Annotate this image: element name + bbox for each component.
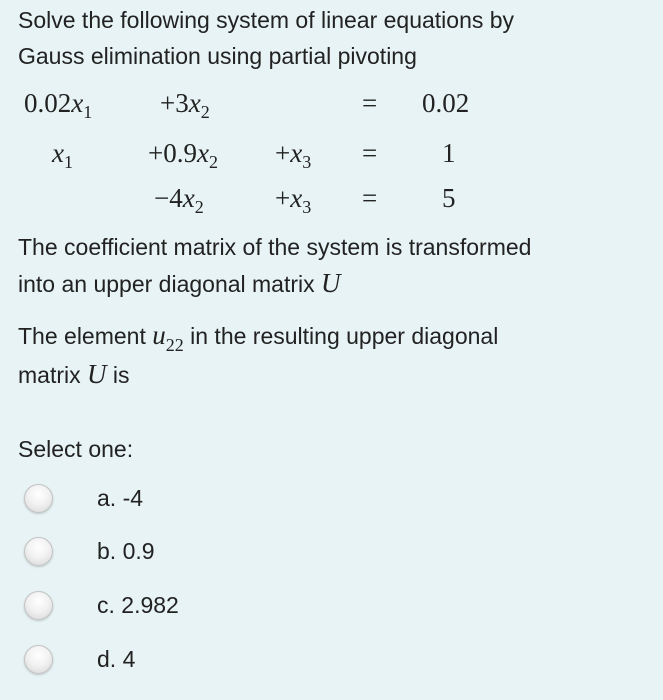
eq3-var2-sub: 2 (194, 197, 204, 217)
eq2-var1-sub: 1 (63, 152, 73, 172)
eq2-term2 (148, 138, 218, 172)
eq1-var1-sub: 1 (83, 102, 93, 122)
eq1-rhs: 0.02 (422, 88, 470, 118)
option-c-label[interactable]: c. 2.982 (97, 592, 179, 618)
eq2-term3 (275, 138, 312, 172)
eq2-term1 (52, 138, 73, 172)
eq2-var2-sub: 2 (208, 152, 218, 172)
eq1-coef1: 0.02 (24, 88, 72, 118)
eq1-term2 (160, 88, 210, 122)
eq1-coef2: +3 (160, 88, 189, 118)
eq2-var3: x (290, 138, 303, 168)
eq2-var3-sub: 3 (302, 152, 312, 172)
eq3-rhs: 5 (442, 183, 456, 213)
eq2-rhs: 1 (442, 138, 456, 168)
intro-line-2: Gauss elimination using partial pivoting (18, 43, 417, 69)
radio-button-d[interactable] (24, 645, 53, 674)
option-b-label[interactable]: b. 0.9 (97, 538, 155, 564)
eq3-var3: x (290, 183, 303, 213)
question-intro (18, 2, 648, 74)
para3-line-2-end: is (106, 362, 130, 388)
eq2-var1: x (52, 138, 64, 168)
para3-element-symbol: u (152, 320, 166, 350)
para3-suffix: in the resulting upper diagonal (183, 323, 499, 349)
eq3-coef2: −4 (154, 183, 183, 213)
para2-matrix-symbol: U (321, 268, 341, 298)
para3-line-2 (18, 356, 648, 393)
eq3-var2: x (182, 183, 195, 213)
para2-line-2-text: into an upper diagonal matrix (18, 271, 322, 297)
para2-line-2 (18, 265, 648, 302)
eq1-var2: x (188, 88, 201, 118)
option-b[interactable] (24, 535, 424, 571)
eq3-coef3: + (275, 183, 291, 213)
option-d-label[interactable]: d. 4 (97, 646, 136, 672)
option-a[interactable] (24, 482, 424, 518)
eq1-equals: = (362, 88, 378, 118)
eq3-var3-sub: 3 (302, 197, 312, 217)
para3-matrix-symbol: U (87, 359, 107, 389)
eq2-coef2: +0.9 (148, 138, 197, 168)
eq3-term2 (154, 183, 204, 217)
select-one-prompt: Select one: (18, 436, 134, 462)
para3-prefix: The element (18, 323, 153, 349)
question-paragraph-3 (18, 317, 648, 393)
radio-button-c[interactable] (24, 591, 53, 620)
radio-button-a[interactable] (24, 484, 53, 513)
option-c[interactable] (24, 589, 424, 625)
eq3-term3 (275, 183, 312, 217)
intro-line-1: Solve the following system of linear equations by (18, 7, 515, 33)
eq2-coef3: + (275, 138, 291, 168)
eq1-term1 (24, 88, 93, 122)
question-paragraph-2 (18, 229, 648, 302)
eq2-equals: = (362, 138, 378, 168)
eq2-var2: x (196, 138, 209, 168)
option-d[interactable] (24, 643, 424, 679)
para3-line-1 (18, 317, 648, 356)
eq1-var2-sub: 2 (200, 102, 210, 122)
eq3-equals: = (362, 183, 378, 213)
option-a-label[interactable]: a. -4 (97, 485, 144, 511)
radio-button-b[interactable] (24, 537, 53, 566)
eq1-var1: x (71, 88, 84, 118)
para3-element-subscript: 22 (165, 335, 184, 355)
para3-line-2-text: matrix (18, 362, 87, 388)
para2-line-1: The coefficient matrix of the system is transformed (18, 234, 532, 260)
